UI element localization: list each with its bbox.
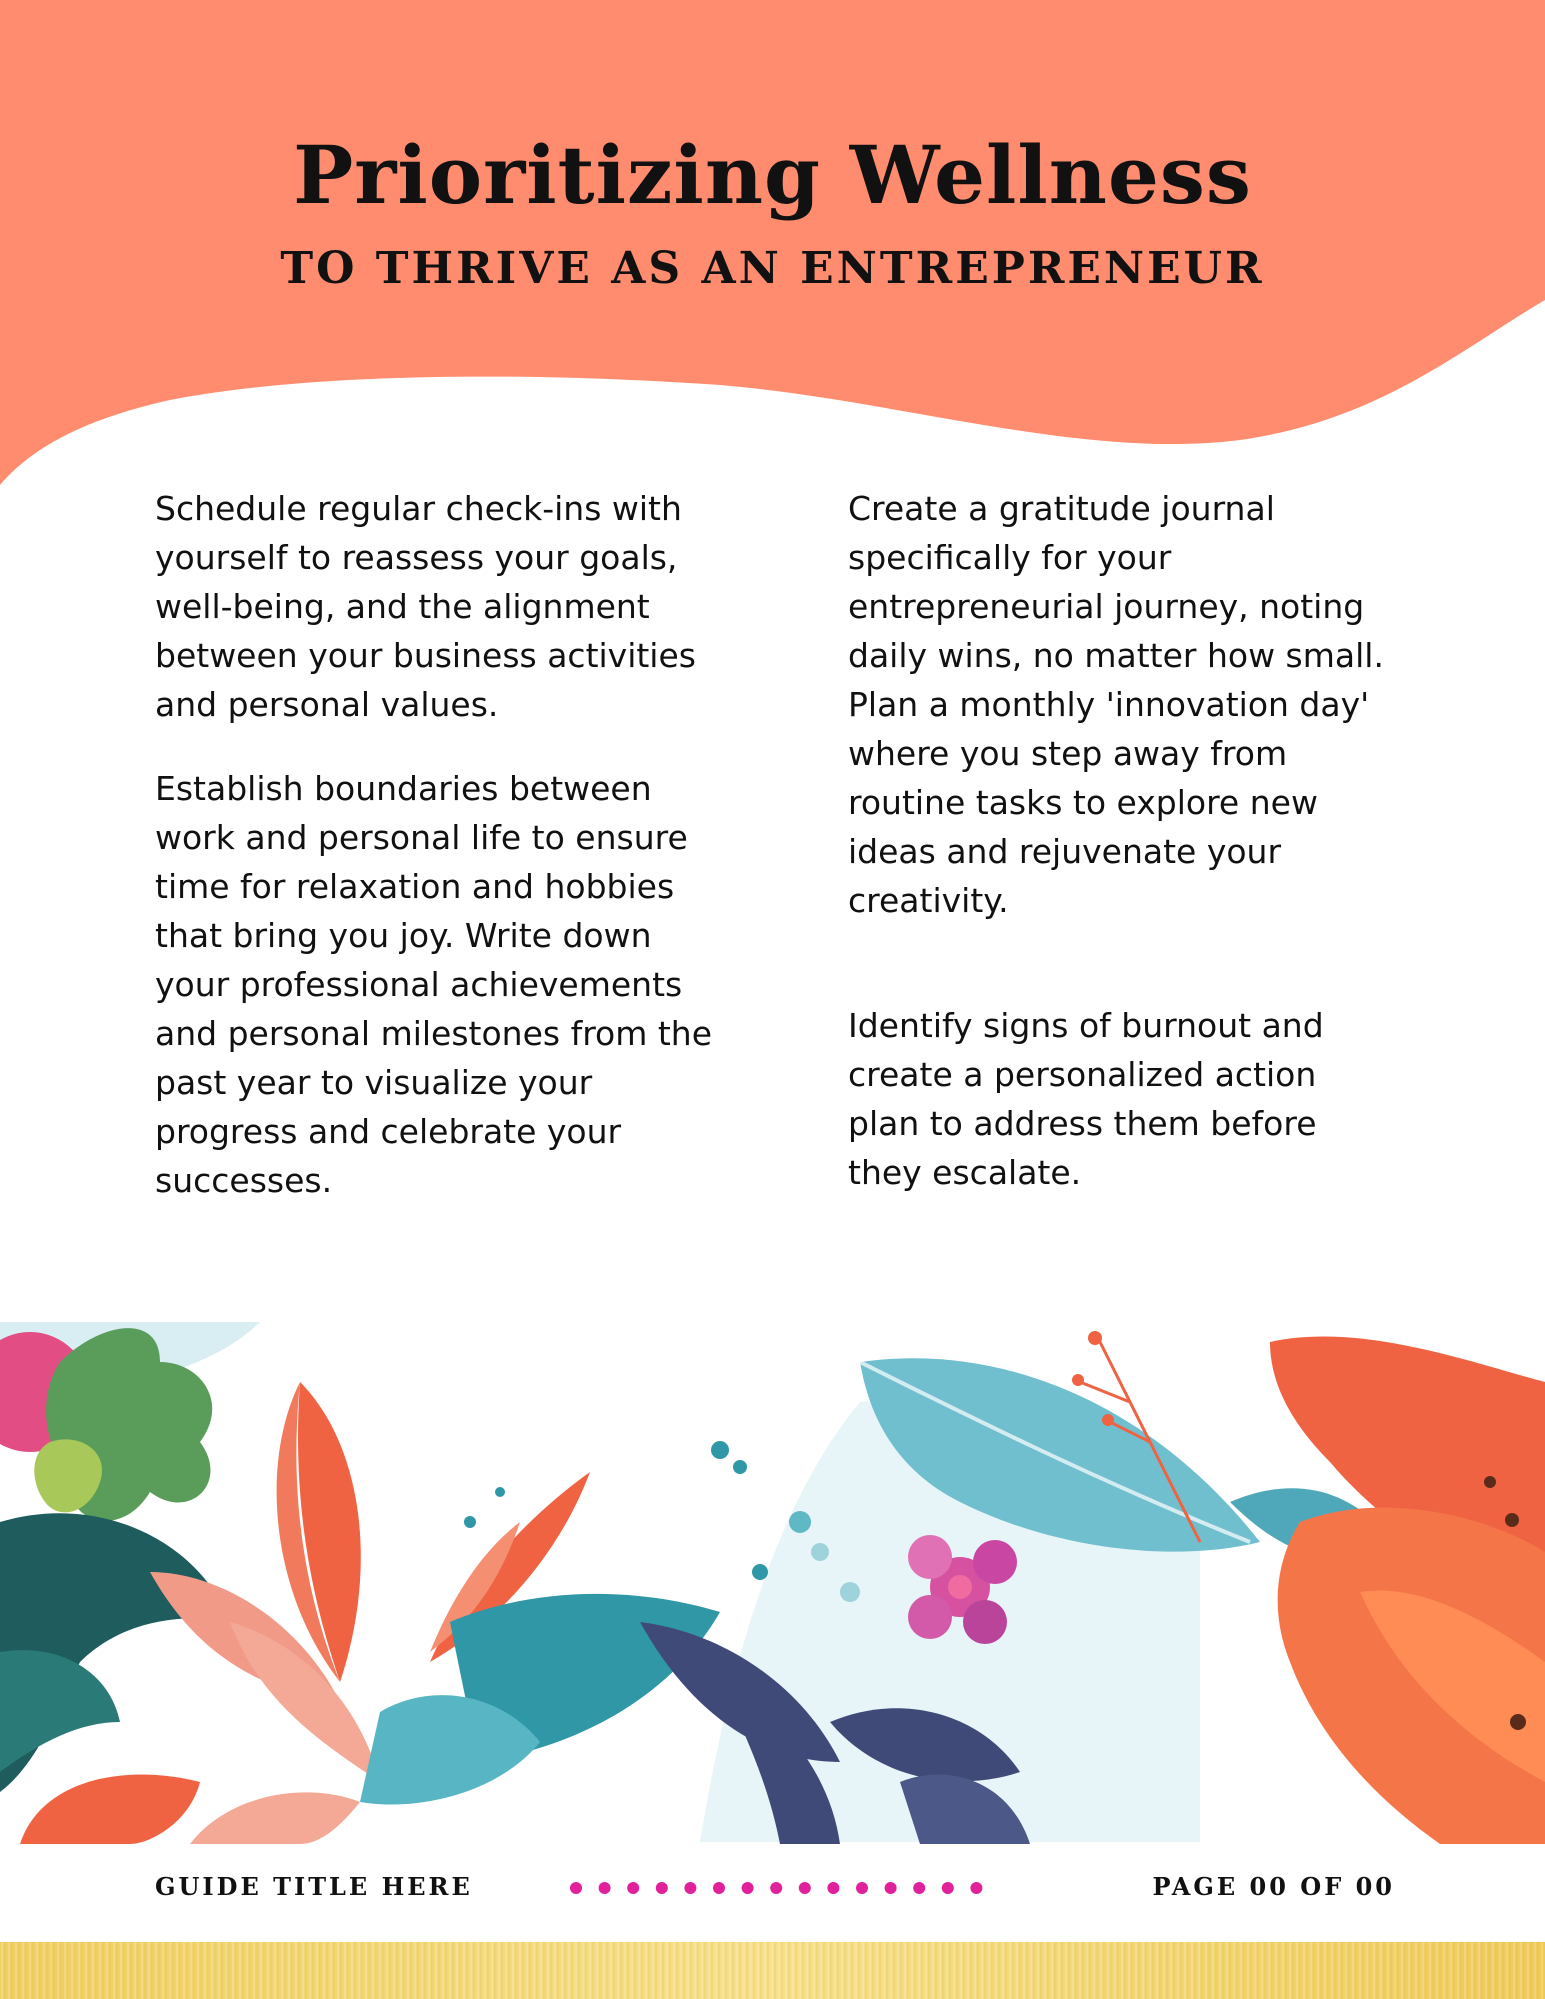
left-column xyxy=(155,484,715,1205)
floral-illustration xyxy=(0,1322,1545,1844)
paragraph-gratitude-journal: Create a gratitude journal specifically for your entrepreneurial journey, noting daily wins, no matter how small. Plan a monthly 'innovation day' where you step away from routine tasks to explore new ideas and rejuvenate your creativity. xyxy=(848,489,1384,920)
guide-title: GUIDE TITLE HERE xyxy=(155,1872,473,1901)
dotted-divider xyxy=(566,1878,986,1898)
gold-texture-band xyxy=(0,1942,1545,1999)
paragraph-burnout: Identify signs of burnout and create a personalized action plan to address them before they escalate. xyxy=(848,1006,1324,1192)
page-subtitle: TO THRIVE AS AN ENTREPRENEUR xyxy=(280,243,1265,294)
paragraph-boundaries: Establish boundaries between work and personal life to ensure time for relaxation and hobbies that bring you joy. Write down your professional achievements and personal milestones from the past year to visualize your progress and celebrate your successes. xyxy=(155,769,713,1200)
page-title: Prioritizing Wellness xyxy=(293,128,1252,222)
paragraph-check-ins: Schedule regular check-ins with yourself to reassess your goals, well-being, and the alignment between your business activities and personal values. xyxy=(155,489,696,724)
right-column xyxy=(848,484,1388,1197)
page-number: PAGE 00 OF 00 xyxy=(1152,1872,1395,1901)
